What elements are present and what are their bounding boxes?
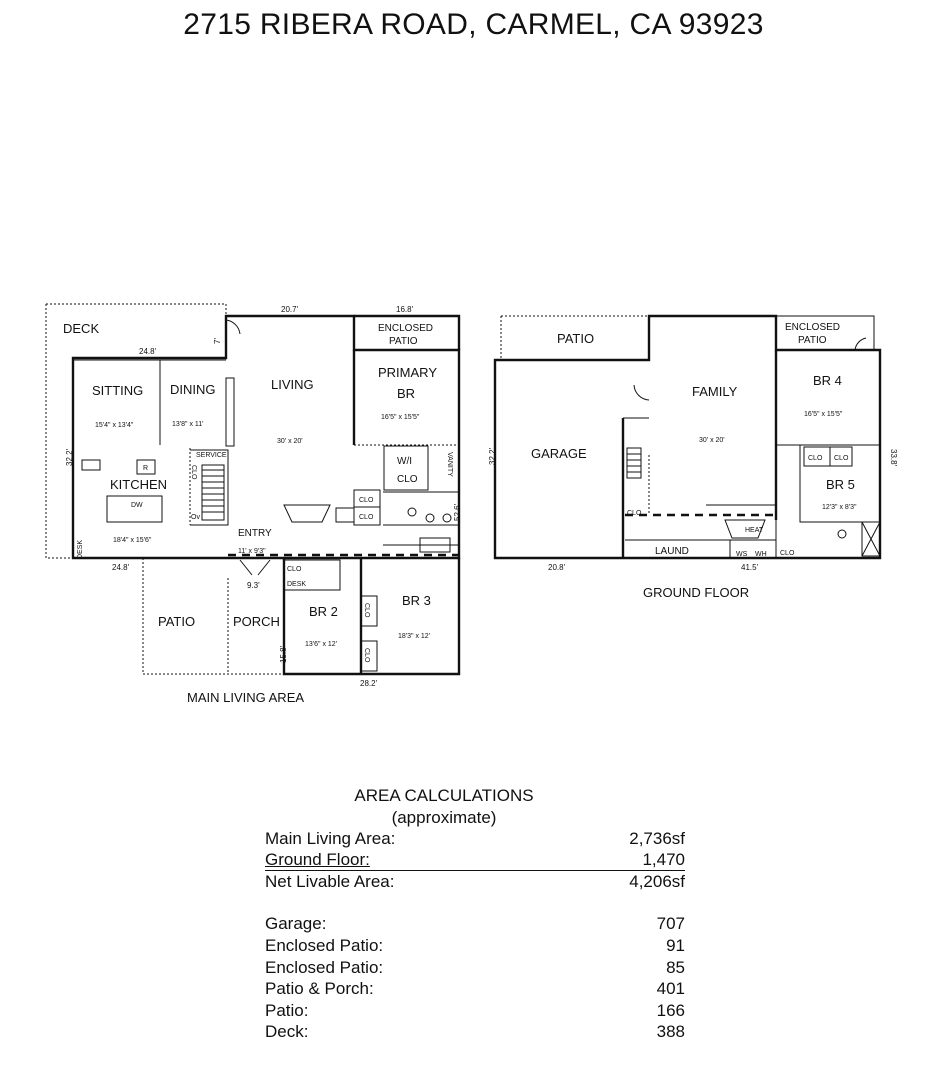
dining-label: DINING (170, 382, 216, 397)
area-row (265, 1021, 685, 1043)
enclosed-patio-label-1: ENCLOSED (378, 323, 434, 334)
br2-clo-label: CLO (287, 566, 302, 573)
area-label: Enclosed Patio: (265, 957, 384, 977)
br5-clo-label-2: CLO (834, 455, 849, 462)
area-label: Deck: (265, 1022, 309, 1042)
area-row (265, 935, 685, 957)
wetbar (336, 508, 354, 522)
area-label: Patio: (265, 1000, 309, 1020)
primary-br-dim: 16'5" x 15'5" (381, 414, 420, 421)
dishwasher-label: DW (131, 502, 143, 509)
dim-ground-32-2: 32.2' (488, 447, 497, 465)
dim-7: 7' (213, 338, 222, 344)
laundry-walls (625, 540, 776, 558)
br5-label: BR 5 (826, 477, 855, 492)
family-dim: 30' x 20' (699, 437, 725, 444)
main-living-caption: MAIN LIVING AREA (187, 690, 305, 705)
wh-label: WH (755, 551, 767, 558)
area-label: Garage: (265, 914, 327, 934)
dim-16-8: 16.8' (396, 305, 414, 314)
clo-label-a: CLO (359, 497, 374, 504)
sitting-dim: 15'4" x 13'4" (95, 422, 134, 429)
area-row (265, 913, 685, 935)
refrigerator-label: R (143, 465, 149, 472)
br3-dim: 18'3" x 12' (398, 633, 431, 640)
dim-20-7: 20.7' (281, 305, 299, 314)
area-row (265, 871, 685, 893)
dim-41-5: 41.5' (741, 563, 759, 572)
ground-clo-label: CLO (780, 550, 795, 557)
primary-br-label-1: PRIMARY (378, 365, 437, 380)
ground-stairs (627, 448, 641, 478)
enclosed-door-swing (855, 338, 866, 350)
service-label: SERVICE (196, 452, 227, 459)
dim-33-8: 33.8' (889, 449, 898, 467)
heat-label: HEAT (745, 527, 764, 534)
entry-label: ENTRY (238, 528, 272, 539)
br3-clo-label-2: CLO (363, 648, 370, 663)
desk-label-main: DESK (77, 539, 84, 559)
area-label: Main Living Area: (265, 829, 396, 849)
area-label: Ground Floor: (265, 849, 370, 869)
dim-24-8-bottom: 24.8' (112, 563, 130, 572)
main-stairs (202, 465, 224, 520)
entry-doors (240, 560, 270, 575)
primary-br-label-2: BR (397, 386, 416, 401)
service-clo-label: CLO (190, 465, 197, 480)
br3-label: BR 3 (402, 593, 431, 608)
sitting-label: SITTING (92, 383, 144, 398)
dim-28-2: 28.2' (360, 679, 378, 688)
br4-dim: 16'5" x 15'5" (804, 411, 843, 418)
porch-label: PORCH (233, 614, 280, 629)
area-spacer (265, 892, 695, 913)
dim-15-8: 15.8' (279, 645, 288, 663)
br3-clo-label-1: CLO (363, 603, 370, 618)
area-row (265, 978, 685, 1000)
area-value: 1,470 (642, 849, 685, 869)
primary-bath (383, 492, 459, 545)
walkin-label-1: W/I (397, 456, 412, 467)
area-heading: AREA CALCULATIONS (354, 786, 534, 805)
area-label: Net Livable Area: (265, 871, 395, 891)
living-label: LIVING (271, 377, 314, 392)
ground-floor-caption: GROUND FLOOR (643, 585, 750, 600)
deck-door-swing (226, 320, 240, 334)
area-label: Patio & Porch: (265, 979, 374, 999)
area-value: 2,736sf (629, 829, 685, 849)
br5-dim: 12'3" x 8'3" (822, 504, 857, 511)
dim-52-6: 52.6' (453, 503, 462, 521)
dim-24-8-top: 24.8' (139, 347, 157, 356)
area-subheading: (approximate) (391, 807, 497, 827)
area-value: 4,206sf (629, 871, 685, 891)
entry-dim: 11' x 9'3" (238, 548, 266, 555)
oven-label: Ov (191, 514, 200, 521)
dim-32-2-main: 32.2' (65, 448, 74, 466)
area-row (265, 850, 685, 871)
patio-label-main: PATIO (158, 614, 196, 629)
br4-label: BR 4 (813, 373, 842, 388)
walkin-label-2: CLO (397, 474, 418, 485)
vanity-label: VANITY (446, 452, 453, 477)
br2-label: BR 2 (309, 604, 338, 619)
heat-area (706, 505, 776, 540)
dim-20-8: 20.8' (548, 563, 566, 572)
kitchen-island (107, 496, 162, 522)
garage-label: GARAGE (531, 446, 587, 461)
area-value: 401 (656, 979, 685, 999)
area-label: Enclosed Patio: (265, 935, 384, 955)
br2-desk-label: DESK (287, 581, 307, 588)
ground-patio-label: PATIO (557, 331, 595, 346)
area-value: 388 (656, 1022, 685, 1042)
br2-dim: 13'6" x 12' (305, 641, 338, 648)
area-value: 166 (656, 1000, 685, 1020)
dim-9-3: 9.3' (247, 581, 260, 590)
area-row (265, 828, 685, 850)
page-title: 2715 RIBERA ROAD, CARMEL, CA 93923 (183, 8, 764, 41)
area-value: 707 (656, 914, 685, 934)
ground-enclosed-label-1: ENCLOSED (785, 322, 841, 333)
ground-stair-clo-label: CLO (627, 510, 642, 517)
area-calculations (265, 785, 695, 1043)
ws-label: WS (736, 551, 748, 558)
area-row (265, 957, 685, 979)
ground-door-swing (634, 385, 649, 400)
clo-label-b: CLO (359, 514, 374, 521)
enclosed-patio-label-2: PATIO (389, 336, 418, 347)
laundry-label: LAUND (655, 546, 689, 557)
deck-label: DECK (63, 321, 100, 336)
br5-toilet (838, 530, 846, 538)
ground-floor-plan (488, 316, 898, 600)
area-row (265, 1000, 685, 1022)
living-window (226, 378, 234, 446)
dining-dim: 13'8" x 11' (172, 421, 204, 428)
area-value: 91 (666, 935, 685, 955)
kitchen-dim: 18'4" x 15'6" (113, 537, 152, 544)
main-living-area-plan (46, 304, 462, 705)
ground-enclosed-label-2: PATIO (798, 335, 827, 346)
fireplace (284, 505, 330, 522)
living-dim: 30' x 20' (277, 438, 303, 445)
area-value: 85 (666, 957, 685, 977)
kitchen-nook (82, 460, 100, 470)
family-label: FAMILY (692, 384, 738, 399)
br5-clo-label-1: CLO (808, 455, 823, 462)
kitchen-label: KITCHEN (110, 477, 168, 492)
